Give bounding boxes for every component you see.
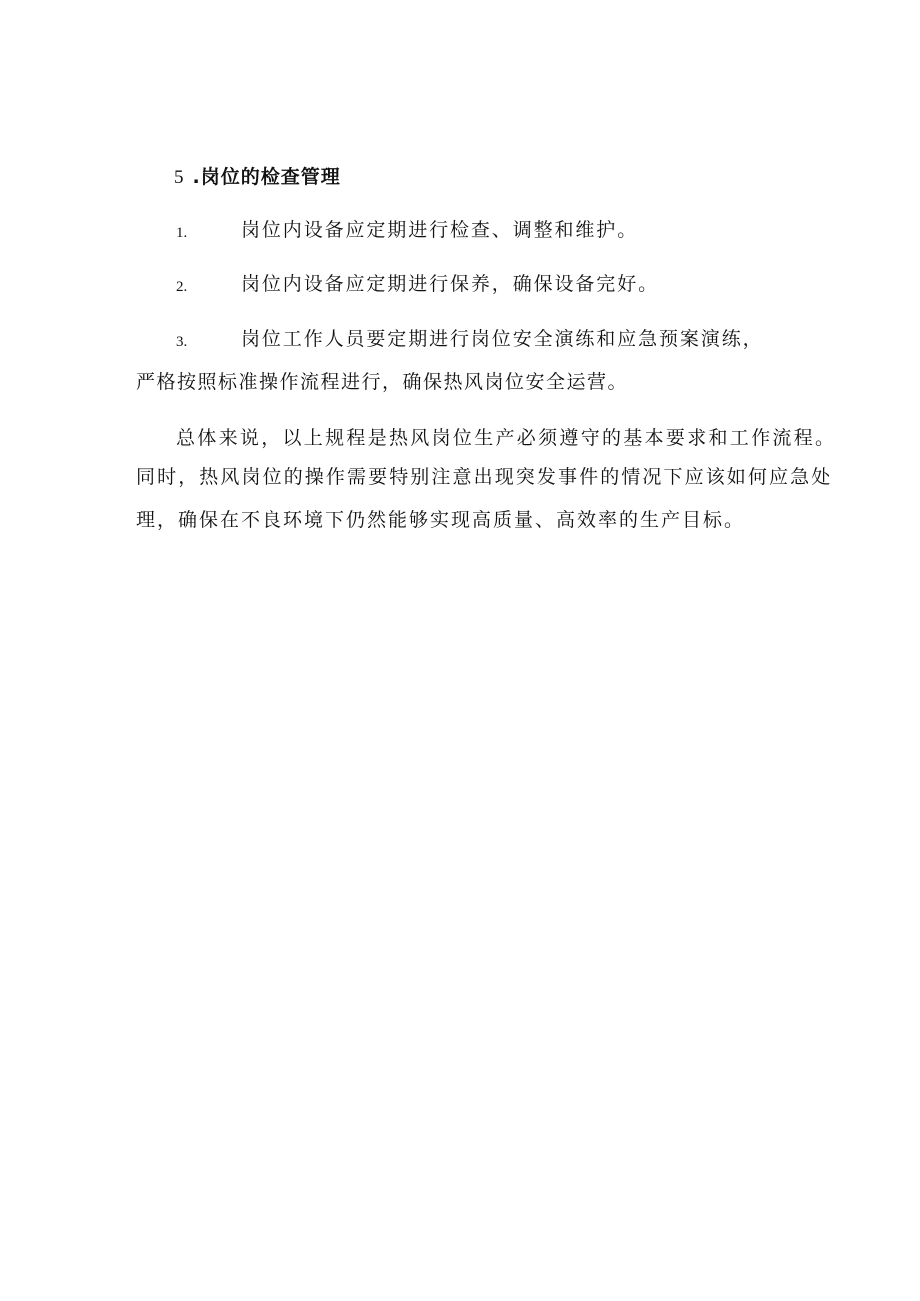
list-item-text: 岗位工作人员要定期进行岗位安全演练和应急预案演练， <box>241 328 764 350</box>
section-title: .岗位的检查管理 <box>192 166 341 188</box>
list-item-number: 1. <box>176 225 188 241</box>
summary-line-2: 同时，热风岗位的操作需要特别注意出现突发事件的情况下应该如何应急处 <box>136 466 833 488</box>
list-item-number: 3. <box>176 334 188 350</box>
section-heading <box>174 165 341 190</box>
list-item-number: 2. <box>176 279 188 295</box>
list-item-continuation: 严格按照标准操作流程进行，确保热风岗位安全运营。 <box>136 371 629 393</box>
summary-line-1: 总体来说，以上规程是热风岗位生产必须遵守的基本要求和工作流程。 <box>176 427 837 449</box>
list-item-text: 岗位内设备应定期进行保养，确保设备完好。 <box>241 273 660 295</box>
summary-line-3: 理，确保在不良环境下仍然能够实现高质量、高效率的生产目标。 <box>136 509 746 531</box>
list-item-text: 岗位内设备应定期进行检查、调整和维护。 <box>241 219 639 241</box>
section-number: 5 <box>174 167 185 188</box>
